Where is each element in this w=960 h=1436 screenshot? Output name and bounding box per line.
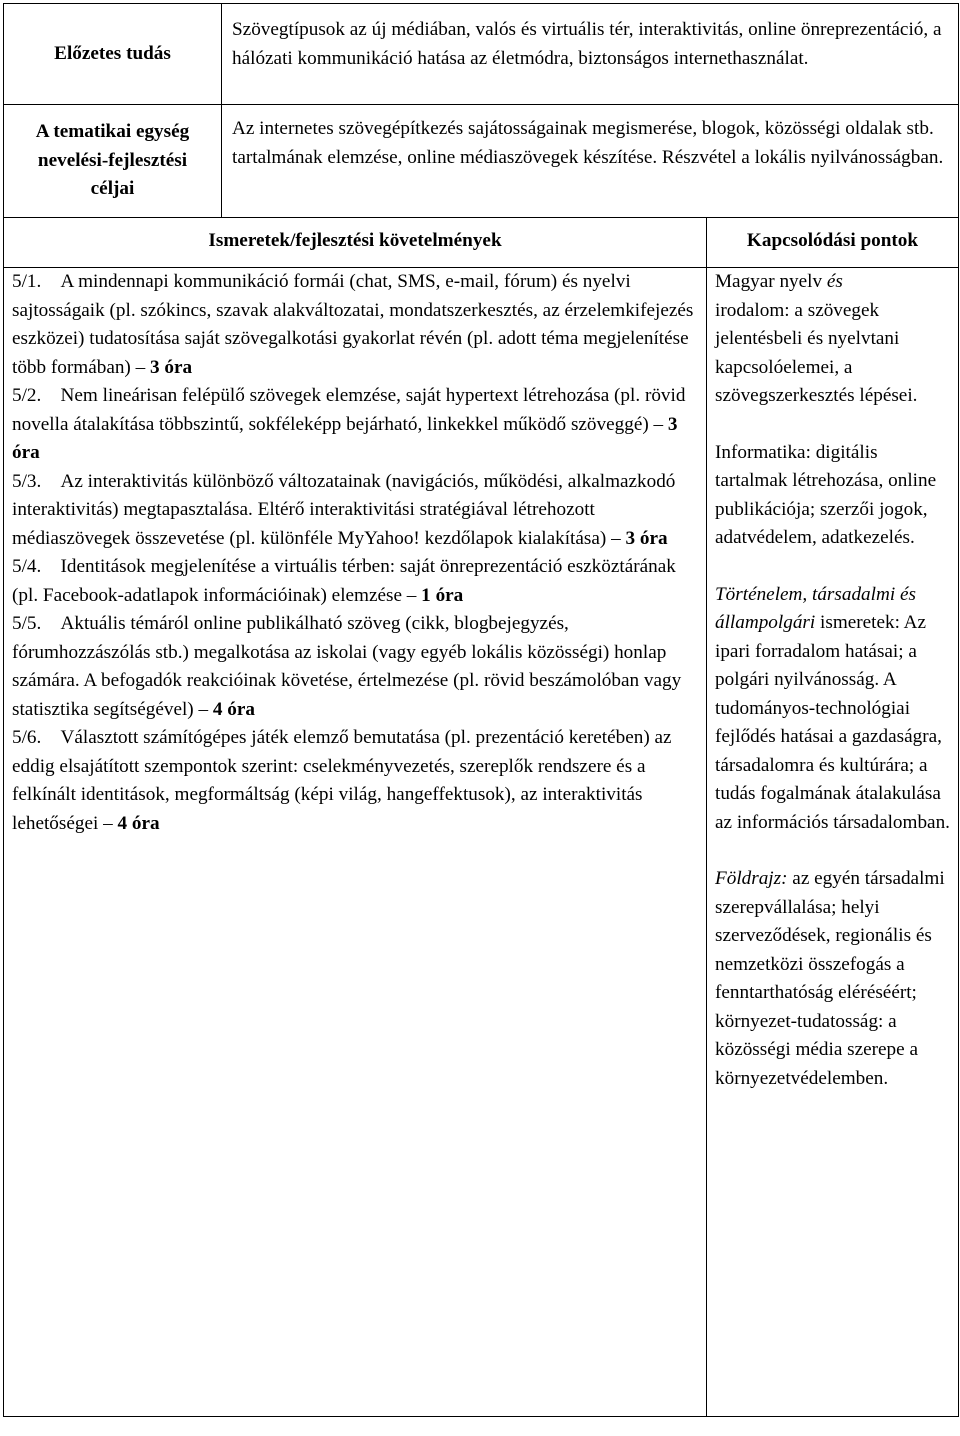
requirement-hours: 4 óra — [212, 698, 255, 720]
connection-text: Történelem, társadalmi és állampolgári — [715, 583, 916, 633]
goals-row — [4, 105, 959, 218]
requirement-item: 5/4. Identitások megjelenítése a virtuális térben: saját önreprezentáció eszköztárának (pl. Facebook-adatlapok információinak) elemzése – 1 óra — [12, 556, 676, 606]
requirement-text: Választott számítógépes játék elemző bemutatása (pl. prezentáció keretében) az eddig elsajátított szempontok szerint: cselekményvezetés, szereplők rendszere és a felkínált identitások, megformáltság (képi világ, hangeffektusok), az interaktivitás lehetőségei — [12, 727, 672, 834]
connection-text: Magyar nyelv — [715, 271, 827, 292]
requirement-number: 5/6. — [12, 727, 42, 748]
connection-item — [715, 581, 950, 838]
connections-cell — [707, 268, 959, 1417]
connections-list — [715, 268, 950, 1093]
connection-text: az egyén társadalmi szerepvállalása; helyi szerveződések, regionális és nemzetközi összefogás a fenntarthatóság eléréséért; környezet-tudatosság: a közösségi média szerepe a környezetvédelemben. — [715, 868, 945, 1089]
goals-label-line-2: nevelési-fejlesztési — [37, 149, 188, 171]
requirement-text: Identitások megjelenítése a virtuális térben: saját önreprezentáció eszköztárának (pl. Facebook-adatlapok információinak) elemzése — [12, 556, 676, 606]
curriculum-table — [3, 3, 959, 1417]
goals-label-line-1: A tematikai egység — [35, 121, 190, 143]
requirement-number: 5/2. — [12, 385, 42, 406]
requirement-text: Nem lineárisan felépülő szövegek elemzése, saját hypertext létrehozása (pl. rövid novella átalakítása többszintű, sokféleképp bejárható, linkekkel működő szöveggé) — [12, 385, 686, 435]
connection-text: Földrajz: — [715, 868, 788, 889]
requirements-list — [12, 268, 698, 838]
connections-header: Kapcsolódási pontok — [707, 218, 959, 268]
requirement-hours: 3 óra — [12, 413, 678, 463]
requirement-text: Az interaktivitás különböző változatainak (navigációs, működési, alkalmazkodó interaktivitás) megtapasztalása. Eltérő interaktivitási stratégiával létrehozott médiaszövegek összevetése (pl. különféle MyYahoo! kezdőlapok kialakítása) — [12, 470, 676, 549]
requirements-cell — [4, 268, 707, 1417]
requirement-item: 5/2. Nem lineárisan felépülő szövegek elemzése, saját hypertext létrehozása (pl. rövid novella átalakítása többszintű, sokféleképp bejárható, linkekkel működő szöveggé) – 3 óra — [12, 385, 686, 463]
connection-text: ismeretek: Az ipari forradalom hatásai; a polgári nyilvánosság. A tudományos-technológiai fejlődés hatásai a gazdaságra, társadalomra és kultúrára; a tudás fogalmának átalakulása az információs társadalomban. — [715, 612, 950, 833]
requirement-hours: 4 óra — [117, 812, 160, 834]
connection-text: és — [826, 271, 843, 292]
requirement-hours: 3 óra — [625, 527, 668, 549]
requirement-text: Aktuális témáról online publikálható szöveg (cikk, blogbejegyzés, fórumhozzászólás stb.) megalkotása az iskolai (vagy egyéb lokális közösségi) honlap számára. A befogadók reakcióinak követése, értelmezése (pl. rövid beszámolóban vagy statisztika segítségével) — [12, 613, 682, 720]
connection-text: Informatika — [715, 441, 806, 463]
goals-text: Az internetes szövegépítkezés sajátosságainak megismerése, blogok, közösségi oldalak stb. tartalmának elemzése, online médiaszövegek készítése. Részvétel a lokális nyilvánosságban. — [222, 105, 959, 218]
connection-text: : digitális tartalmak létrehozása, online publikációja; szerzői jogok, adatvédelem, adatkezelés. — [715, 441, 937, 548]
header-row — [4, 218, 959, 268]
connection-item — [715, 268, 950, 411]
content-row — [4, 268, 959, 1417]
connection-gap — [715, 411, 950, 439]
connection-item — [715, 865, 950, 1093]
prior-knowledge-label: Előzetes tudás — [4, 4, 222, 105]
requirement-number: 5/4. — [12, 556, 42, 577]
goals-label-line-3: céljai — [90, 178, 135, 200]
connection-gap — [715, 837, 950, 865]
requirements-header: Ismeretek/fejlesztési követelmények — [4, 218, 707, 268]
connection-item — [715, 439, 950, 553]
goals-label — [4, 105, 222, 218]
requirement-hours: 3 óra — [150, 356, 193, 378]
connection-text: : a szövegek jelentésbeli és nyelvtani kapcsolóelemei, a szövegszerkesztés lépései. — [715, 299, 918, 406]
requirement-item: 5/5. Aktuális témáról online publikálható szöveg (cikk, blogbejegyzés, fórumhozzászólás stb.) megalkotása az iskolai (vagy egyéb lokális közösségi) honlap számára. A befogadók reakcióinak követése, értelmezése (pl. rövid beszámolóban vagy statisztika segítségével) – 4 óra — [12, 613, 682, 720]
requirement-item: 5/1. A mindennapi kommunikáció formái (chat, SMS, e-mail, fórum) és nyelvi sajtosságaik (pl. szókincs, szavak alakváltozatai, mondatszerkesztés, az érzelemkifejezés eszközei) tudatosítása saját szövegalkotási gyakorlat révén (pl. adott téma megjelenítése több formában) – 3 óra — [12, 271, 694, 378]
requirement-item: 5/6. Választott számítógépes játék elemző bemutatása (pl. prezentáció keretében) az eddig elsajátított szempontok szerint: cselekményvezetés, szereplők rendszere és a felkínált identitások, megformáltság (képi világ, hangeffektusok), az interaktivitás lehetőségei – 4 óra — [12, 727, 672, 834]
requirement-hours: 1 óra — [421, 584, 464, 606]
connection-gap — [715, 553, 950, 581]
prior-knowledge-row — [4, 4, 959, 105]
requirement-number: 5/1. — [12, 271, 42, 292]
connection-text: irodalom — [715, 299, 785, 321]
prior-knowledge-text: Szövegtípusok az új médiában, valós és virtuális tér, interaktivitás, online önreprezentáció, a hálózati kommunikáció hatása az életmódra, biztonságos internethasználat. — [222, 4, 959, 105]
requirement-number: 5/5. — [12, 613, 42, 634]
requirement-item: 5/3. Az interaktivitás különböző változatainak (navigációs, működési, alkalmazkodó interaktivitás) megtapasztalása. Eltérő interaktivitási stratégiával létrehozott médiaszövegek összevetése (pl. különféle MyYahoo! kezdőlapok kialakítása) – 3 óra — [12, 470, 676, 549]
requirement-text: A mindennapi kommunikáció formái (chat, SMS, e-mail, fórum) és nyelvi sajtosságaik (pl. szókincs, szavak alakváltozatai, mondatszerkesztés, az érzelemkifejezés eszközei) tudatosítása saját szövegalkotási gyakorlat révén (pl. adott téma megjelenítése több formában) — [12, 271, 694, 378]
requirement-number: 5/3. — [12, 470, 42, 492]
